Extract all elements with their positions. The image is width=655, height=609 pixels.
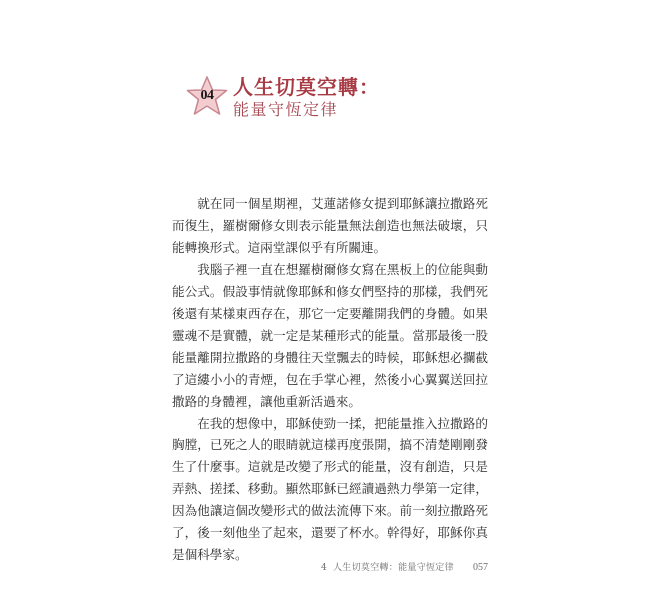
body-text <box>172 193 488 566</box>
paragraph: 就在同一個星期裡，艾蓮諾修女提到耶穌讓拉撒路死而復生，羅樹爾修女則表示能量無法創造也無法破壞，只能轉換形式。這兩堂課似乎有所關連。 <box>172 196 488 255</box>
chapter-heading <box>233 75 380 120</box>
footer-chapter-title: 人生切莫空轉：能量守恆定律 <box>333 563 454 573</box>
chapter-title-sub: 能量守恆定律 <box>233 100 339 119</box>
footer-chapter-number: 4 <box>321 563 327 573</box>
chapter-badge <box>185 75 229 117</box>
page-number: 057 <box>473 562 488 573</box>
paragraph: 我腦子裡一直在想羅樹爾修女寫在黑板上的位能與動能公式。假設事情就像耶穌和修女們堅持的那樣，我們死後還有某樣東西存在，那它一定要離開我們的身體。如果靈魂不是實體，就一定是某種形式的能量。當那最後一股能量離開拉撒路的身體往天堂飄去的時候，耶穌想必攔截了這縷小小的青煙，包在手掌心裡，然後小心翼翼送回拉撒路的身體裡，讓他重新活過來。 <box>172 261 488 409</box>
running-footer <box>320 561 490 575</box>
chapter-title-main: 人生切莫空轉： <box>233 75 380 99</box>
paragraph: 在我的想像中，耶穌使勁一揉，把能量推入拉撒路的胸膛，已死之人的眼睛就這樣再度張開，搞不清楚剛剛發生了什麼事。這就是改變了形式的能量，沒有創造，只是弄熱、搓揉、移動。顯然耶穌已經讀過熱力學第一定律，因為他讓這個改變形式的做法流傳下來。前一刻拉撒路死了，後一刻他坐了起來，還要了杯水。幹得好，耶穌你真是個科學家。 <box>172 415 488 563</box>
chapter-number: 04 <box>200 88 214 103</box>
